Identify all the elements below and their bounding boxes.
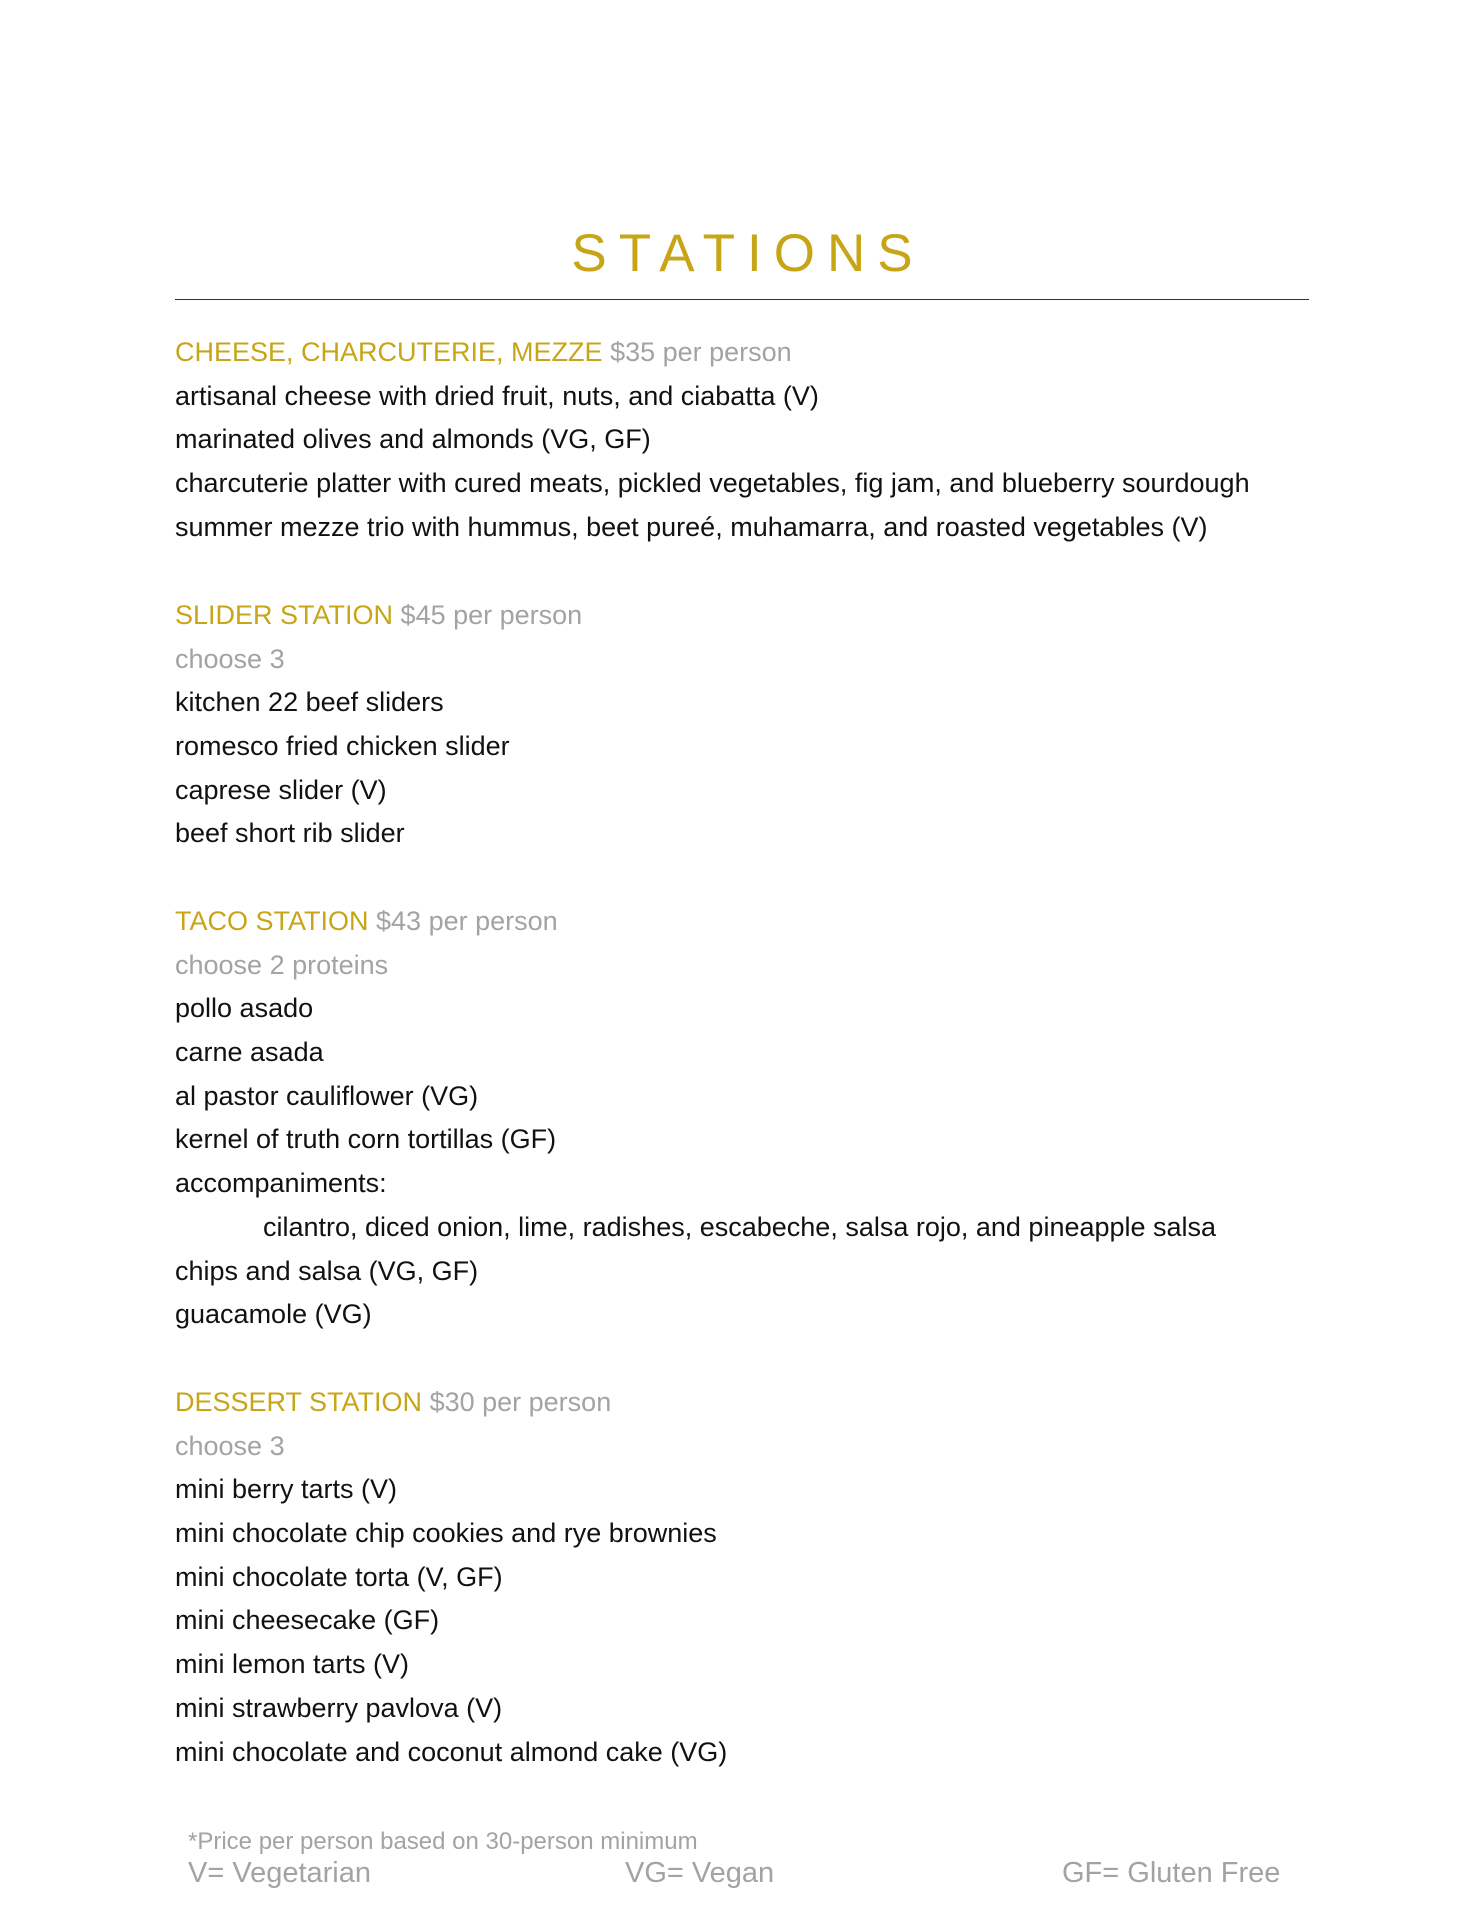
menu-item: kitchen 22 beef sliders — [175, 687, 444, 718]
menu-item: chips and salsa (VG, GF) — [175, 1255, 479, 1286]
section-note: choose 3 — [175, 643, 285, 674]
menu-item: romesco fried chicken slider — [175, 731, 510, 762]
section-name: CHEESE, CHARCUTERIE, MEZZE — [175, 337, 603, 367]
section-price: $30 per person — [429, 1387, 612, 1417]
section-price: $45 per person — [400, 600, 583, 630]
menu-item: beef short rib slider — [175, 818, 405, 849]
section-heading — [175, 900, 1415, 944]
menu-item: mini cheesecake (GF) — [175, 1605, 440, 1636]
section-cheese-charcuterie-mezze — [175, 331, 1415, 549]
section-heading — [175, 594, 1415, 638]
section-name: TACO STATION — [175, 906, 369, 936]
section-name: SLIDER STATION — [175, 600, 394, 630]
section-note: choose 2 proteins — [175, 949, 389, 980]
menu-item: artisanal cheese with dried fruit, nuts, and ciabatta (V) — [175, 380, 819, 411]
footer-price-note: *Price per person based on 30-person minimum — [188, 1828, 698, 1855]
section-price: $35 per person — [610, 337, 792, 367]
menu-item: carne asada — [175, 1037, 324, 1068]
menu-item: al pastor cauliflower (VG) — [175, 1080, 479, 1111]
section-dessert-station — [175, 1381, 1415, 1774]
section-slider-station — [175, 594, 1415, 856]
section-heading — [175, 331, 1415, 375]
menu-item: summer mezze trio with hummus, beet pureé, muhamarra, and roasted vegetables (V) — [175, 511, 1208, 542]
menu-item: caprese slider (V) — [175, 774, 387, 805]
section-heading — [175, 1381, 1415, 1425]
menu-item: mini lemon tarts (V) — [175, 1649, 410, 1680]
menu-item: charcuterie platter with cured meats, pickled vegetables, fig jam, and blueberry sourdough — [175, 468, 1250, 499]
section-price: $43 per person — [376, 906, 558, 936]
menu-item: accompaniments: — [175, 1168, 387, 1199]
menu-item: mini chocolate and coconut almond cake (VG) — [175, 1736, 728, 1767]
legend-gluten-free: GF= Gluten Free — [1062, 1857, 1281, 1889]
menu-item: pollo asado — [175, 993, 314, 1024]
legend-vegetarian: V= Vegetarian — [188, 1857, 372, 1889]
menu-item: mini chocolate chip cookies and rye brownies — [175, 1518, 717, 1549]
page-title: STATIONS — [571, 224, 925, 283]
menu-item: guacamole (VG) — [175, 1299, 372, 1330]
menu-item: mini strawberry pavlova (V) — [175, 1692, 503, 1723]
title-divider — [175, 299, 1309, 300]
section-name: DESSERT STATION — [175, 1387, 423, 1417]
section-taco-station — [175, 900, 1415, 1337]
menu-item: kernel of truth corn tortillas (GF) — [175, 1124, 557, 1155]
menu-item-indented: cilantro, diced onion, lime, radishes, escabeche, salsa rojo, and pineapple salsa — [263, 1211, 1217, 1242]
legend-vegan: VG= Vegan — [625, 1857, 775, 1889]
menu-item: mini chocolate torta (V, GF) — [175, 1561, 503, 1592]
menu-item: mini berry tarts (V) — [175, 1474, 398, 1505]
section-note: choose 3 — [175, 1430, 285, 1461]
menu-item: marinated olives and almonds (VG, GF) — [175, 424, 651, 455]
